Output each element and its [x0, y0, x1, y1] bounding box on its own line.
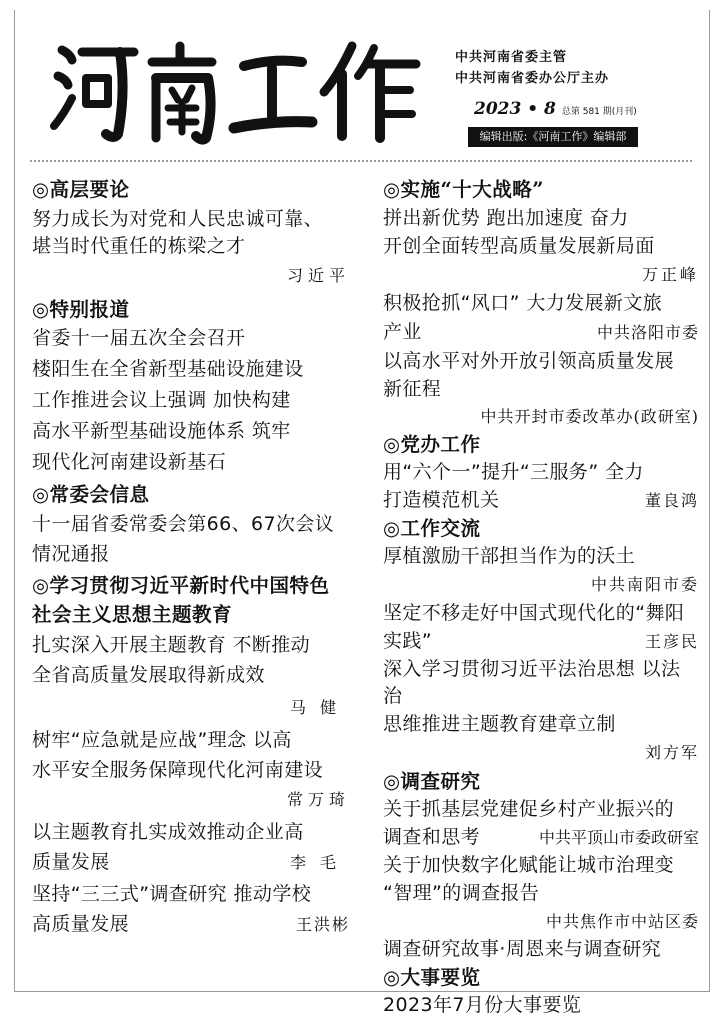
- article-title[interactable]: “智理”的调查报告: [383, 882, 540, 904]
- section-heading: ◎特别报道: [32, 298, 130, 321]
- section-heading: ◎高层要论: [32, 178, 130, 201]
- dotted-divider: [30, 160, 692, 163]
- article-title[interactable]: 产业: [383, 321, 422, 343]
- article-title[interactable]: 打造模范机关: [383, 489, 500, 511]
- masthead-calligraphy-logo: [48, 38, 428, 144]
- article-title[interactable]: 深入学习贯彻习近平法治思想 以法治: [383, 658, 681, 707]
- article-author: 李毛: [289, 853, 350, 872]
- section-heading: ◎实施“十大战略”: [383, 178, 544, 201]
- article-title[interactable]: 坚持“三三式”调查研究 推动学校: [32, 883, 312, 905]
- article-title[interactable]: 以高水平对外开放引领高质量发展: [383, 350, 675, 372]
- article-author: 王彦民: [644, 632, 699, 651]
- article-author: 常万琦: [286, 790, 350, 809]
- title-author-row: [32, 849, 350, 876]
- section-heading: ◎大事要览: [383, 966, 481, 989]
- issue-note: 总第 581 期(月刊): [561, 107, 637, 117]
- article-title[interactable]: 情况通报: [32, 543, 110, 565]
- article-title[interactable]: 省委十一届五次全会召开: [32, 327, 246, 349]
- article-author: 万正峰: [641, 265, 699, 284]
- article-title[interactable]: 以主题教育扎实成效推动企业高: [32, 821, 304, 843]
- toc-left-column: [32, 176, 350, 938]
- article-title[interactable]: 积极抢抓“风口” 大力发展新文旅: [383, 292, 663, 314]
- article-title[interactable]: 拼出新优势 跑出加速度 奋力: [383, 207, 629, 229]
- section-heading: ◎调查研究: [383, 770, 481, 793]
- article-title[interactable]: 调查研究故事·周恩来与调查研究: [383, 938, 662, 960]
- article-author: 董良鸿: [644, 491, 699, 510]
- page-border-right: [709, 10, 710, 992]
- article-author: 王洪彬: [295, 915, 350, 934]
- article-author: 中共南阳市委: [590, 575, 699, 594]
- article-title[interactable]: 新征程: [383, 378, 442, 400]
- title-author-row: [383, 319, 699, 346]
- article-title[interactable]: 高水平新型基础设施体系 筑牢: [32, 420, 291, 442]
- article-author: 习近平: [286, 266, 350, 285]
- article-author: 中共洛阳市委: [596, 323, 699, 342]
- article-author: 中共开封市委改革办(政研室): [480, 407, 699, 426]
- title-author-row: [32, 911, 350, 938]
- section-heading: ◎常委会信息: [32, 483, 150, 506]
- article-title[interactable]: 高质量发展: [32, 913, 130, 935]
- article-title[interactable]: 思维推进主题教育建章立制: [383, 713, 616, 735]
- article-title[interactable]: 扎实深入开展主题教育 不断推动: [32, 634, 311, 656]
- issue-info: [474, 99, 637, 119]
- article-title[interactable]: 现代化河南建设新基石: [32, 451, 227, 473]
- editor-bar: 编辑出版:《河南工作》编辑部: [468, 127, 638, 147]
- article-title[interactable]: 厚植激励干部担当作为的沃土: [383, 545, 636, 567]
- article-title[interactable]: 努力成长为对党和人民忠诚可靠、: [32, 208, 324, 230]
- article-title[interactable]: 质量发展: [32, 851, 110, 873]
- article-title[interactable]: 调查和思考: [383, 826, 481, 848]
- article-author: 马健: [289, 698, 350, 717]
- title-author-row: [383, 487, 699, 514]
- article-title[interactable]: 关于加快数字化赋能让城市治理变: [383, 854, 675, 876]
- issue-number: 2023 • 8: [474, 99, 556, 119]
- article-title[interactable]: 坚定不移走好中国式现代化的“舞阳: [383, 602, 685, 624]
- sponsor-text: 中共河南省委主管: [455, 50, 568, 65]
- title-author-row: [383, 824, 699, 851]
- article-title[interactable]: 楼阳生在全省新型基础设施建设: [32, 358, 304, 380]
- section-heading: ◎学习贯彻习近平新时代中国特色: [32, 574, 330, 597]
- article-title[interactable]: 实践”: [383, 630, 433, 652]
- article-author: 中共平顶山市委政研室: [538, 828, 699, 847]
- article-author: 刘方军: [644, 743, 699, 762]
- article-title[interactable]: 用“六个一”提升“三服务” 全力: [383, 461, 644, 483]
- section-heading: ◎党办工作: [383, 433, 481, 456]
- article-title[interactable]: 水平安全服务保障现代化河南建设: [32, 759, 324, 781]
- article-title[interactable]: 开创全面转型高质量发展新局面: [383, 235, 655, 257]
- article-title[interactable]: 树牢“应急就是应战”理念 以高: [32, 729, 292, 751]
- section-heading: 社会主义思想主题教育: [32, 603, 233, 626]
- page-border-left: [14, 10, 15, 992]
- title-author-row: [383, 628, 699, 655]
- article-title[interactable]: 2023年7月份大事要览: [383, 994, 582, 1016]
- article-title[interactable]: 全省高质量发展取得新成效: [32, 664, 265, 686]
- article-author: 中共焦作市中站区委: [545, 912, 699, 931]
- article-title[interactable]: 关于抓基层党建促乡村产业振兴的: [383, 798, 675, 820]
- organizer-text: 中共河南省委办公厅主办: [455, 71, 610, 86]
- toc-right-column: [383, 176, 699, 1019]
- section-heading: ◎工作交流: [383, 517, 481, 540]
- article-title[interactable]: 堪当时代重任的栋梁之才: [32, 235, 246, 257]
- article-title[interactable]: 工作推进会议上强调 加快构建: [32, 389, 291, 411]
- article-title[interactable]: 十一届省委常委会第66、67次会议: [32, 513, 335, 535]
